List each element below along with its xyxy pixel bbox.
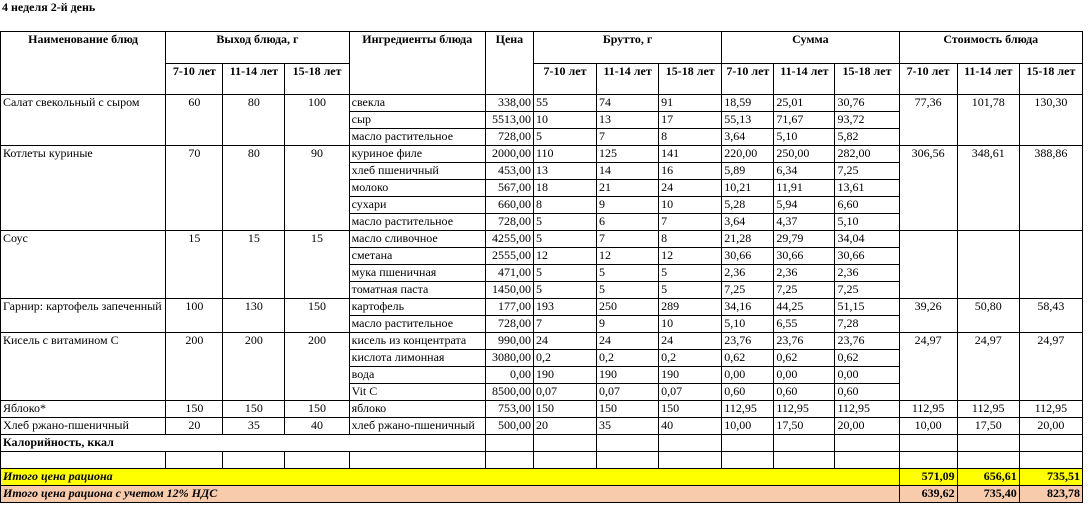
ingredient-sum: 6,34 <box>774 163 835 180</box>
dish-yield: 60 <box>166 95 223 146</box>
ingredient-brutto: 13 <box>597 112 659 129</box>
ingredient-sum: 220,00 <box>722 146 774 163</box>
dish-yield: 15 <box>285 231 349 299</box>
ingredient-brutto: 10 <box>533 112 596 129</box>
ingredient-sum: 10,00 <box>722 418 774 435</box>
header-yield: Выход блюда, г <box>166 32 349 64</box>
ingredient-brutto: 0,2 <box>533 350 596 367</box>
ingredient-name: хлеб ржано-пшеничный <box>349 418 485 435</box>
dish-yield: 70 <box>166 146 223 231</box>
ingredient-brutto: 24 <box>533 333 596 350</box>
ingredient-brutto: 0,07 <box>659 384 722 401</box>
ingredient-brutto: 17 <box>659 112 722 129</box>
total-value: 735,51 <box>1019 469 1082 486</box>
total-value: 735,40 <box>957 486 1019 503</box>
header-age: 7-10 лет <box>722 63 774 95</box>
dish-cost: 348,61 <box>957 146 1019 231</box>
ingredient-price: 500,00 <box>485 418 533 435</box>
ingredient-name: кислота лимонная <box>349 350 485 367</box>
ingredient-sum: 21,28 <box>722 231 774 248</box>
dish-name: Яблоко* <box>1 401 166 418</box>
ingredient-brutto: 7 <box>533 316 596 333</box>
ingredient-brutto: 40 <box>659 418 722 435</box>
ingredient-price: 753,00 <box>485 401 533 418</box>
ingredient-sum: 3,64 <box>722 214 774 231</box>
ingredient-sum: 30,76 <box>835 95 899 112</box>
ingredient-name: свекла <box>349 95 485 112</box>
ingredient-name: куриное филе <box>349 146 485 163</box>
ingredient-price: 567,00 <box>485 180 533 197</box>
dish-yield: 130 <box>223 299 285 333</box>
dish-cost <box>899 231 957 299</box>
dish-yield: 150 <box>285 299 349 333</box>
ingredient-sum: 93,72 <box>835 112 899 129</box>
ingredient-price: 471,00 <box>485 265 533 282</box>
total-value: 823,78 <box>1019 486 1082 503</box>
ingredient-brutto: 110 <box>533 146 596 163</box>
ingredient-brutto: 5 <box>533 214 596 231</box>
ingredient-sum: 5,10 <box>835 214 899 231</box>
ingredient-sum: 112,95 <box>774 401 835 418</box>
ingredient-name: хлеб пшеничный <box>349 163 485 180</box>
ingredient-name: яблоко <box>349 401 485 418</box>
ingredient-brutto: 193 <box>533 299 596 316</box>
ingredient-brutto: 10 <box>659 197 722 214</box>
ingredient-sum: 0,00 <box>722 367 774 384</box>
ingredient-name: картофель <box>349 299 485 316</box>
empty-cell <box>533 452 596 469</box>
ingredient-sum: 2,36 <box>774 265 835 282</box>
ingredient-sum: 112,95 <box>835 401 899 418</box>
ingredient-brutto: 8 <box>659 129 722 146</box>
ingredient-brutto: 7 <box>659 214 722 231</box>
empty-cell <box>1 452 166 469</box>
ingredient-sum: 20,00 <box>835 418 899 435</box>
ingredient-sum: 5,10 <box>722 316 774 333</box>
ingredient-price: 3080,00 <box>485 350 533 367</box>
header-sum: Сумма <box>722 32 899 64</box>
ingredient-sum: 6,60 <box>835 197 899 214</box>
dish-cost: 112,95 <box>957 401 1019 418</box>
ingredient-name: масло растительное <box>349 316 485 333</box>
ingredient-brutto: 14 <box>597 163 659 180</box>
ingredient-name: сыр <box>349 112 485 129</box>
calories-row <box>1 435 1083 452</box>
dish-name: Гарнир: картофель запеченный <box>1 299 166 333</box>
total-row <box>1 469 1083 486</box>
header-cost: Стоимость блюда <box>899 32 1082 64</box>
dish-name: Салат свекольный с сыром <box>1 95 166 146</box>
dish-cost: 112,95 <box>1019 401 1082 418</box>
header-age: 7-10 лет <box>166 63 223 95</box>
ingredient-sum: 0,62 <box>835 350 899 367</box>
ingredient-sum: 2,36 <box>722 265 774 282</box>
ingredient-sum: 5,89 <box>722 163 774 180</box>
ingredient-sum: 0,62 <box>722 350 774 367</box>
ingredient-sum: 0,60 <box>722 384 774 401</box>
empty-cell <box>597 452 659 469</box>
empty-cell <box>659 435 722 452</box>
ingredient-brutto: 5 <box>659 282 722 299</box>
ration-table <box>0 31 1083 503</box>
header-dish-name: Наименование блюд <box>1 32 166 95</box>
ingredient-row <box>1 401 1083 418</box>
dish-cost: 50,80 <box>957 299 1019 333</box>
dish-yield: 150 <box>223 401 285 418</box>
ingredient-sum: 44,25 <box>774 299 835 316</box>
ingredient-name: масло растительное <box>349 129 485 146</box>
ingredient-sum: 7,25 <box>835 163 899 180</box>
ingredient-price: 177,00 <box>485 299 533 316</box>
empty-cell <box>349 452 485 469</box>
ingredient-sum: 7,25 <box>774 282 835 299</box>
ingredient-sum: 0,62 <box>774 350 835 367</box>
ingredient-brutto: 5 <box>533 231 596 248</box>
ingredient-brutto: 16 <box>659 163 722 180</box>
dish-yield: 150 <box>285 401 349 418</box>
ingredient-price: 4255,00 <box>485 231 533 248</box>
ingredient-sum: 30,66 <box>722 248 774 265</box>
ingredient-row <box>1 146 1083 163</box>
ingredient-brutto: 190 <box>597 367 659 384</box>
ingredient-row <box>1 231 1083 248</box>
dish-yield: 35 <box>223 418 285 435</box>
ingredient-brutto: 18 <box>533 180 596 197</box>
ingredient-sum: 34,04 <box>835 231 899 248</box>
ingredient-price: 660,00 <box>485 197 533 214</box>
ingredient-price: 728,00 <box>485 129 533 146</box>
empty-cell <box>166 452 223 469</box>
header-ingredients: Ингредиенты блюда <box>349 32 485 95</box>
ingredient-brutto: 5 <box>533 265 596 282</box>
empty-cell <box>774 452 835 469</box>
header-age: 15-18 лет <box>285 63 349 95</box>
empty-cell <box>899 452 957 469</box>
header-age: 15-18 лет <box>835 63 899 95</box>
ingredient-brutto: 141 <box>659 146 722 163</box>
ingredient-brutto: 35 <box>597 418 659 435</box>
dish-cost: 101,78 <box>957 95 1019 146</box>
ingredient-brutto: 289 <box>659 299 722 316</box>
dish-cost: 77,36 <box>899 95 957 146</box>
header-age: 11-14 лет <box>597 63 659 95</box>
ingredient-brutto: 0,2 <box>659 350 722 367</box>
header-age: 7-10 лет <box>899 63 957 95</box>
ingredient-sum: 4,37 <box>774 214 835 231</box>
ingredient-name: вода <box>349 367 485 384</box>
calories-label: Калорийность, ккал <box>1 435 486 452</box>
dish-yield: 15 <box>166 231 223 299</box>
empty-cell <box>1019 452 1082 469</box>
ingredient-brutto: 6 <box>597 214 659 231</box>
ingredient-name: масло растительное <box>349 214 485 231</box>
ingredient-price: 2000,00 <box>485 146 533 163</box>
header-price: Цена <box>485 32 533 95</box>
header-age: 11-14 лет <box>957 63 1019 95</box>
dish-cost: 112,95 <box>899 401 957 418</box>
dish-cost: 10,00 <box>899 418 957 435</box>
empty-cell <box>533 435 596 452</box>
ingredient-sum: 25,01 <box>774 95 835 112</box>
ingredient-price: 338,00 <box>485 95 533 112</box>
empty-cell <box>957 452 1019 469</box>
ingredient-brutto: 24 <box>659 333 722 350</box>
header-age: 11-14 лет <box>223 63 285 95</box>
ingredient-price: 990,00 <box>485 333 533 350</box>
ingredient-sum: 0,00 <box>835 367 899 384</box>
ingredient-brutto: 91 <box>659 95 722 112</box>
dish-yield: 90 <box>285 146 349 231</box>
ingredient-sum: 17,50 <box>774 418 835 435</box>
ingredient-brutto: 12 <box>659 248 722 265</box>
ingredient-brutto: 20 <box>533 418 596 435</box>
dish-yield: 20 <box>166 418 223 435</box>
ingredient-brutto: 21 <box>597 180 659 197</box>
ingredient-sum: 282,00 <box>835 146 899 163</box>
ingredient-price: 8500,00 <box>485 384 533 401</box>
ingredient-brutto: 150 <box>533 401 596 418</box>
header-age: 11-14 лет <box>774 63 835 95</box>
ingredient-brutto: 12 <box>597 248 659 265</box>
ingredient-sum: 5,94 <box>774 197 835 214</box>
dish-yield: 80 <box>223 146 285 231</box>
ingredient-sum: 112,95 <box>722 401 774 418</box>
dish-yield: 200 <box>166 333 223 401</box>
ingredient-brutto: 24 <box>659 180 722 197</box>
ingredient-brutto: 8 <box>659 231 722 248</box>
ingredient-brutto: 0,2 <box>597 350 659 367</box>
dish-cost: 39,26 <box>899 299 957 333</box>
ingredient-sum: 18,59 <box>722 95 774 112</box>
dish-cost <box>957 231 1019 299</box>
ingredient-name: сметана <box>349 248 485 265</box>
dish-cost: 24,97 <box>957 333 1019 401</box>
ingredient-sum: 30,66 <box>774 248 835 265</box>
total-value: 639,62 <box>899 486 957 503</box>
ingredient-brutto: 9 <box>597 316 659 333</box>
empty-cell <box>659 452 722 469</box>
ingredient-name: кисель из концентрата <box>349 333 485 350</box>
ingredient-brutto: 55 <box>533 95 596 112</box>
ingredient-name: мука пшеничная <box>349 265 485 282</box>
ingredient-brutto: 125 <box>597 146 659 163</box>
ingredient-price: 728,00 <box>485 316 533 333</box>
ingredient-sum: 34,16 <box>722 299 774 316</box>
dish-yield: 100 <box>285 95 349 146</box>
dish-cost: 306,56 <box>899 146 957 231</box>
total-vat-row <box>1 486 1083 503</box>
ingredient-row <box>1 299 1083 316</box>
ingredient-price: 453,00 <box>485 163 533 180</box>
ingredient-sum: 0,60 <box>835 384 899 401</box>
empty-cell <box>722 452 774 469</box>
ingredient-brutto: 5 <box>597 282 659 299</box>
ingredient-sum: 2,36 <box>835 265 899 282</box>
ingredient-brutto: 190 <box>659 367 722 384</box>
ingredient-brutto: 150 <box>659 401 722 418</box>
dish-name: Соус <box>1 231 166 299</box>
ingredient-sum: 30,66 <box>835 248 899 265</box>
header-brutto: Брутто, г <box>533 32 721 64</box>
ingredient-name: сухари <box>349 197 485 214</box>
dish-yield: 40 <box>285 418 349 435</box>
ingredient-sum: 29,79 <box>774 231 835 248</box>
ingredient-row <box>1 95 1083 112</box>
dish-yield: 150 <box>166 401 223 418</box>
total-label: Итого цена рациона с учетом 12% НДС <box>1 486 900 503</box>
ingredient-name: масло сливочное <box>349 231 485 248</box>
dish-cost: 58,43 <box>1019 299 1082 333</box>
ingredient-price: 2555,00 <box>485 248 533 265</box>
empty-cell <box>223 452 285 469</box>
ingredient-sum: 0,60 <box>774 384 835 401</box>
ingredient-sum: 6,55 <box>774 316 835 333</box>
ingredient-price: 728,00 <box>485 214 533 231</box>
ingredient-brutto: 7 <box>597 129 659 146</box>
dish-cost: 24,97 <box>899 333 957 401</box>
empty-cell <box>722 435 774 452</box>
empty-cell <box>835 452 899 469</box>
empty-cell <box>485 435 533 452</box>
ingredient-sum: 10,21 <box>722 180 774 197</box>
ingredient-brutto: 250 <box>597 299 659 316</box>
dish-yield: 100 <box>166 299 223 333</box>
ingredient-sum: 51,15 <box>835 299 899 316</box>
ingredient-brutto: 5 <box>597 265 659 282</box>
ingredient-brutto: 0,07 <box>597 384 659 401</box>
ingredient-sum: 23,76 <box>722 333 774 350</box>
ingredient-brutto: 12 <box>533 248 596 265</box>
empty-cell <box>285 452 349 469</box>
ingredient-sum: 71,67 <box>774 112 835 129</box>
ingredient-brutto: 0,07 <box>533 384 596 401</box>
dish-cost: 388,86 <box>1019 146 1082 231</box>
header-age: 15-18 лет <box>1019 63 1082 95</box>
ingredient-sum: 5,10 <box>774 129 835 146</box>
total-value: 571,09 <box>899 469 957 486</box>
ingredient-sum: 23,76 <box>774 333 835 350</box>
ingredient-brutto: 5 <box>659 265 722 282</box>
ingredient-sum: 55,13 <box>722 112 774 129</box>
dish-cost: 20,00 <box>1019 418 1082 435</box>
empty-cell <box>957 435 1019 452</box>
ingredient-price: 0,00 <box>485 367 533 384</box>
dish-cost: 24,97 <box>1019 333 1082 401</box>
empty-cell <box>899 435 957 452</box>
dish-cost <box>1019 231 1082 299</box>
ingredient-brutto: 13 <box>533 163 596 180</box>
spacer-row <box>1 452 1083 469</box>
ingredient-brutto: 5 <box>533 129 596 146</box>
dish-yield: 200 <box>223 333 285 401</box>
dish-cost: 130,30 <box>1019 95 1082 146</box>
ingredient-brutto: 9 <box>597 197 659 214</box>
ingredient-name: томатная паста <box>349 282 485 299</box>
ingredient-sum: 7,28 <box>835 316 899 333</box>
dish-name: Котлеты куриные <box>1 146 166 231</box>
ingredient-name: молоко <box>349 180 485 197</box>
ingredient-sum: 5,28 <box>722 197 774 214</box>
ingredient-sum: 23,76 <box>835 333 899 350</box>
dish-name: Кисель с витамином С <box>1 333 166 401</box>
ingredient-row <box>1 418 1083 435</box>
sheet-title: 4 неделя 2-й день <box>2 0 96 14</box>
empty-cell <box>1019 435 1082 452</box>
ingredient-price: 1450,00 <box>485 282 533 299</box>
ingredient-brutto: 8 <box>533 197 596 214</box>
ingredient-sum: 5,82 <box>835 129 899 146</box>
empty-cell <box>835 435 899 452</box>
ingredient-brutto: 10 <box>659 316 722 333</box>
ingredient-brutto: 24 <box>597 333 659 350</box>
total-value: 656,61 <box>957 469 1019 486</box>
ingredient-brutto: 74 <box>597 95 659 112</box>
dish-name: Хлеб ржано-пшеничный <box>1 418 166 435</box>
empty-cell <box>485 452 533 469</box>
empty-cell <box>774 435 835 452</box>
header-age: 7-10 лет <box>533 63 596 95</box>
dish-yield: 80 <box>223 95 285 146</box>
ingredient-sum: 13,61 <box>835 180 899 197</box>
header-age: 15-18 лет <box>659 63 722 95</box>
dish-cost: 17,50 <box>957 418 1019 435</box>
ingredient-row <box>1 333 1083 350</box>
ingredient-sum: 11,91 <box>774 180 835 197</box>
ingredient-name: Vit C <box>349 384 485 401</box>
empty-cell <box>597 435 659 452</box>
ingredient-brutto: 190 <box>533 367 596 384</box>
ingredient-sum: 7,25 <box>722 282 774 299</box>
ingredient-brutto: 5 <box>533 282 596 299</box>
ingredient-brutto: 150 <box>597 401 659 418</box>
ingredient-price: 5513,00 <box>485 112 533 129</box>
ingredient-sum: 7,25 <box>835 282 899 299</box>
total-label: Итого цена рациона <box>1 469 900 486</box>
ingredient-sum: 3,64 <box>722 129 774 146</box>
dish-yield: 200 <box>285 333 349 401</box>
ingredient-sum: 250,00 <box>774 146 835 163</box>
dish-yield: 15 <box>223 231 285 299</box>
ingredient-sum: 0,00 <box>774 367 835 384</box>
ingredient-brutto: 7 <box>597 231 659 248</box>
